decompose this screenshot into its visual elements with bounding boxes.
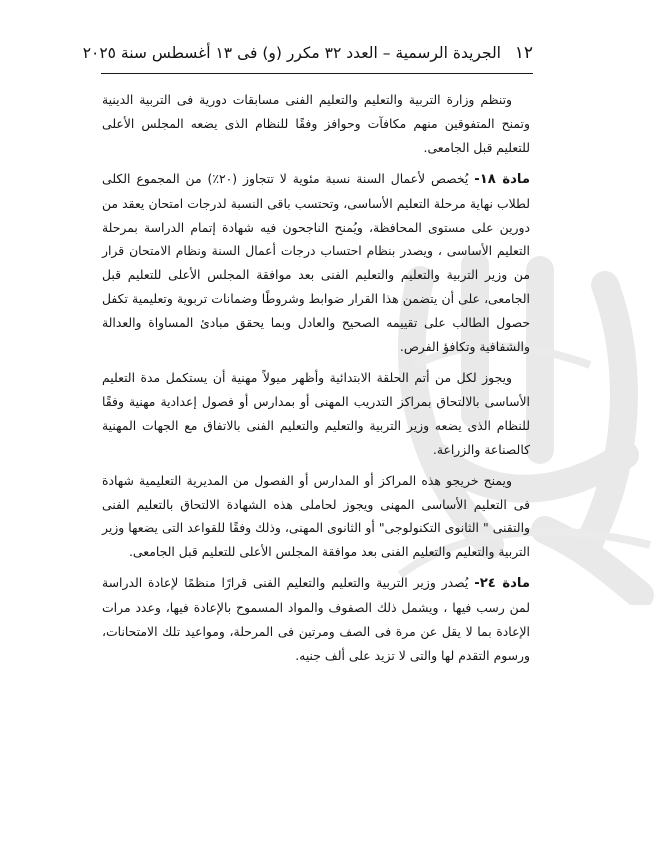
gazette-header-title: الجريدة الرسمية – العدد ٣٢ مكرر (و) فى ١٣ أغسطس سنة ٢٠٢٥ [82,44,501,62]
certificate-paragraph: ويمنح خريجو هذه المراكز أو المدارس أو الفصول من المديرية التعليمية شهادة فى التعليم الأساسى المهنى ويجوز لحاملى هذه الشهادة الالتحاق بالتعليم الفنى والتقنى " الثانوى التكنولوجى" أو الثانوى المهنى، وذلك وفقًا للقواعد التى يضعها وزير التربية والتعليم والتعليم الفنى بعد موافقة المجلس الأعلى للتعليم قبل الجامعى. [102,472,530,560]
article-24-text: يُصدر وزير التربية والتعليم والتعليم الفنى قرارًا منظمًا لإعادة الدراسة لمن رسب فيها ، ويشمل ذلك الصفوف والمواد المسموح بالإعادة فيها، وعدد مرات الإعادة بما لا يقل عن مرة فى الصف ومرتين فى المرحلة، ومواعيد تلك الامتحانات، ورسوم التقدم لها والتى لا تزيد على ألف جنيه. [102,575,530,663]
article-18-text: يُخصص لأعمال السنة نسبة مئوية لا تتجاوز (٢٠٪) من المجموع الكلى لطلاب نهاية مرحلة التعليم الأساسى، وتحتسب باقى النسبة لدرجات امتحان يعقد من دورين على مستوى المحافظة، ويُمنح الناجحون فيه شهادة إتمام الدراسة بمرحلة التعليم الأساسى ، ويصدر بنظام احتساب درجات أعمال السنة ونظام الامتحان قرار من وزير التربية والتعليم والتعليم الفنى بعد موافقة المجلس الأعلى للتعليم قبل الجامعى، على أن يتضمن هذا القرار ضوابط وشروطًا وضمانات تربوية وتعليمية تكفل حصول الطالب على تقييمه الصحيح والعادل وبما يحقق مبادئ المساواة والعدالة والشفافية وتكافؤ الفرص. [102,170,530,355]
vocational-path-paragraph: ويجوز لكل من أتم الحلقة الابتدائية وأظهر ميولاً مهنية أن يستكمل مدة التعليم الأساسى بالالتحاق بمراكز التدريب المهنى أو بمدارس أو فصول إعدادية مهنية وفقًا للنظام الذى يضعه وزير التربية والتعليم والتعليم الفنى بالاتفاق مع الجهات المهنية كالصناعة والزراعة. [102,369,530,457]
page-header [82,42,533,68]
page-number: ١٢ [514,43,533,63]
header-divider [101,73,533,74]
article-24-label: مادة ٢٤- [474,576,531,592]
article-24-paragraph [102,571,530,668]
opening-paragraph: وتنظم وزارة التربية والتعليم والتعليم الفنى مسابقات دورية فى التربية الدينية وتمنح المتفوقين منهم مكافآت وحوافز وفقًا للنظام الذى يضعه المجلس الأعلى للتعليم قبل الجامعى. [102,92,530,155]
article-18-paragraph [102,167,530,359]
article-18-label: مادة ١٨- [474,171,530,187]
document-body [102,88,530,668]
